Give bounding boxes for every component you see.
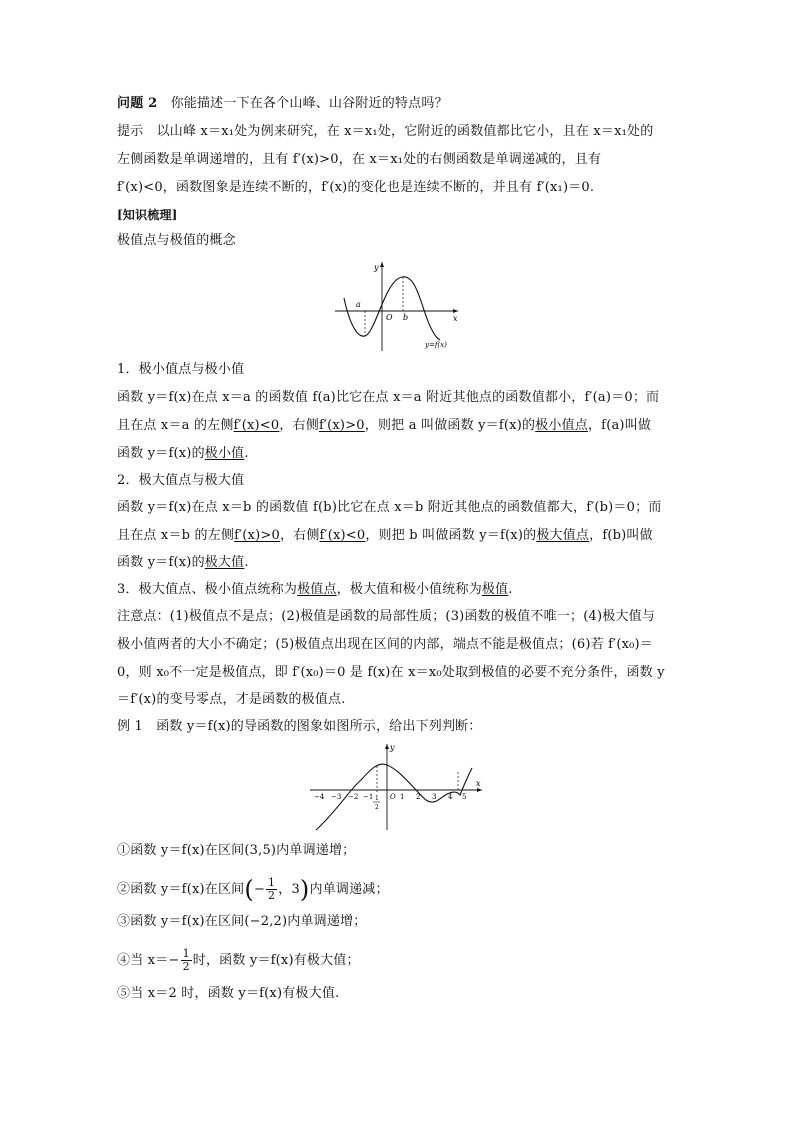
underlined-text: 极值 xyxy=(481,582,509,597)
y-label: y xyxy=(390,743,395,752)
sec1-line-2 xyxy=(117,417,683,435)
option-4 xyxy=(117,948,683,973)
numerator: 1 xyxy=(268,876,276,889)
tick-label: −4 xyxy=(314,793,325,801)
text: ，f(b)叫做 xyxy=(589,528,653,543)
note-line-3: 0，则 x₀不一定是极值点，即 f′(x₀)＝0 是 f(x)在 x＝x₀处取到极值的必要不充分条件，函数 y xyxy=(117,665,665,680)
x-label: x xyxy=(476,779,481,788)
tick-label: 1 xyxy=(400,793,405,801)
half-denominator: 2 xyxy=(375,804,379,811)
fraction xyxy=(181,948,192,973)
derivative-figure xyxy=(306,740,486,832)
tick-label: −1 xyxy=(363,793,374,801)
note-line-1: 注意点：(1)极值点不是点；(2)极值是函数的局部性质；(3)函数的极值不唯一；(4)极大值与 xyxy=(117,609,656,624)
text: ，3 xyxy=(278,882,300,897)
sec2-line-1: 函数 y＝f(x)在点 x＝b 的函数值 f(b)比它在点 x＝b 附近其他点的函数值都大，f′(b)＝0；而 xyxy=(117,500,662,515)
x-axis-arrow xyxy=(477,788,482,792)
text: − xyxy=(253,882,266,897)
y-axis-arrow xyxy=(385,744,389,749)
underlined-text: 极大值点 xyxy=(536,528,590,543)
a-label: a xyxy=(356,300,361,309)
text: . xyxy=(244,555,249,570)
text: 且在点 x＝a 的左侧 xyxy=(117,418,234,433)
concept-title: 极值点与极值的概念 xyxy=(117,233,236,248)
underlined-text: 极小值 xyxy=(204,446,245,461)
x-label: x xyxy=(453,314,458,323)
text: . xyxy=(508,582,513,597)
tick-label: −3 xyxy=(331,793,342,801)
denominator: 2 xyxy=(182,960,190,973)
tick-label: −2 xyxy=(348,793,359,801)
option-2 xyxy=(117,877,683,902)
text: 内单调递减； xyxy=(309,882,389,897)
note-line-4: ＝f′(x)的变号零点，才是函数的极值点. xyxy=(117,692,346,707)
tick-label: 2 xyxy=(416,793,421,801)
example-1: 例 1 函数 y＝f(x)的导函数的图象如图所示，给出下列判断： xyxy=(117,719,482,734)
sec1-line-3 xyxy=(117,445,683,463)
sec2-line-3 xyxy=(117,554,683,572)
underlined-text: 极值点 xyxy=(297,582,337,597)
text: 3．极大值点、极小值点统称为 xyxy=(117,582,298,597)
paren: ) xyxy=(299,875,310,904)
numerator: 1 xyxy=(182,947,190,960)
text: ，f(a)叫做 xyxy=(587,418,652,433)
sec3-line xyxy=(117,581,683,599)
underlined-text: 极小值点 xyxy=(535,418,588,433)
hint-line-1: 提示 以山峰 x＝x₁处为例来研究，在 x＝x₁处，它附近的函数值都比它小，且在 x＝x₁处的 xyxy=(117,124,654,139)
text: ④当 x＝− xyxy=(117,953,180,968)
hint-line-2: 左侧函数是单调递增的，且有 f′(x)>0，在 x＝x₁处的右侧函数是单调递减的，且有 xyxy=(117,152,602,167)
y-axis-arrow xyxy=(380,262,384,267)
sec1-line-1: 函数 y＝f(x)在点 x＝a 的函数值 f(a)比它在点 x＝a 附近其他点的函数值都小，f′(a)＝0；而 xyxy=(117,390,660,405)
origin-label: O xyxy=(390,793,396,801)
b-label: b xyxy=(403,313,409,322)
text: ，则把 b 叫做函数 y＝f(x)的 xyxy=(365,528,537,543)
half-numerator: 1 xyxy=(375,795,379,802)
text: 函数 y＝f(x)的 xyxy=(117,555,205,570)
sec2-heading: 2．极大值点与极大值 xyxy=(117,473,245,488)
text: ，则把 a 叫做函数 y＝f(x)的 xyxy=(364,418,536,433)
text: . xyxy=(244,446,249,461)
underlined-text: f′(x)<0 xyxy=(319,528,366,543)
knowledge-heading: [知识梳理] xyxy=(117,208,178,222)
extremum-figure xyxy=(330,258,465,353)
tick-label: 3 xyxy=(432,793,437,801)
text: ，右侧 xyxy=(279,418,319,433)
note-line-2: 极小值两者的大小不确定；(5)极值点出现在区间的内部，端点不能是极值点；(6)若 f′(x₀)＝ xyxy=(117,637,654,652)
underlined-text: f′(x)>0 xyxy=(318,418,365,433)
text: ②函数 y＝f(x)在区间 xyxy=(117,882,245,897)
origin-label: O xyxy=(386,313,393,322)
curve-label: y=f(x) xyxy=(425,341,447,349)
option-5: ⑤当 x＝2 时，函数 y＝f(x)有极大值. xyxy=(117,986,340,1001)
denominator: 2 xyxy=(268,889,276,902)
fraction xyxy=(266,877,277,902)
tick-label: 4 xyxy=(448,793,453,801)
paren: ( xyxy=(244,875,254,904)
sec1-heading: 1．极小值点与极小值 xyxy=(117,362,245,377)
x-axis-arrow xyxy=(453,309,458,313)
text: ，极大值和极小值统称为 xyxy=(336,582,482,597)
text: 函数 y＝f(x)的 xyxy=(117,446,205,461)
option-1: ①函数 y＝f(x)在区间(3,5)内单调递增； xyxy=(117,843,356,858)
question-2 xyxy=(117,95,683,113)
underlined-text: 极大值 xyxy=(204,555,245,570)
question-label: 问题 2 xyxy=(117,96,158,111)
y-label: y xyxy=(374,263,379,272)
underlined-text: f′(x)>0 xyxy=(234,528,280,543)
text: ，右侧 xyxy=(279,528,320,543)
tick-label: 5 xyxy=(462,793,467,801)
text: 且在点 x＝b 的左侧 xyxy=(117,528,235,543)
question-text: 你能描述一下在各个山峰、山谷附近的特点吗？ xyxy=(170,96,448,111)
underlined-text: f′(x)<0 xyxy=(233,418,280,433)
sec2-line-2 xyxy=(117,527,683,545)
hint-line-3: f′(x)<0，函数图象是连续不断的，f′(x)的变化也是连续不断的，并且有 f′(x₁)＝0. xyxy=(117,180,595,195)
text: 时，函数 y＝f(x)有极大值； xyxy=(192,953,360,968)
option-3: ③函数 y＝f(x)在区间(−2,2)内单调递增； xyxy=(117,914,367,929)
